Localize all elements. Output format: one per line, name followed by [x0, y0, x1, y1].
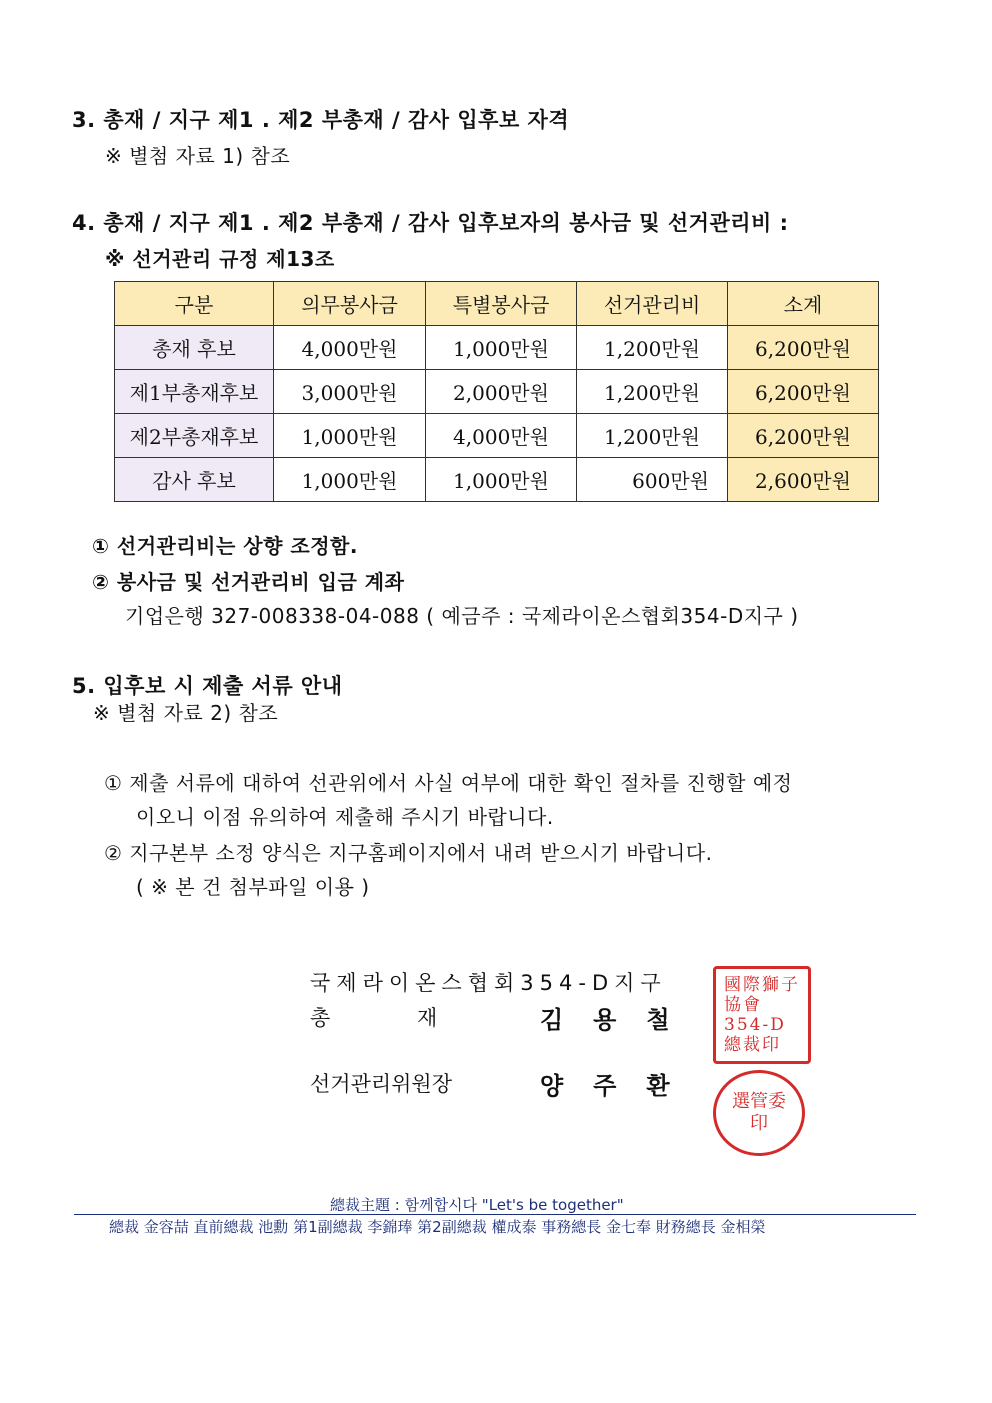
table-header: 특별봉사금	[426, 282, 577, 326]
section4-item2: ② 봉사금 및 선거관리비 입금 계좌	[92, 570, 405, 594]
table-header-row	[115, 282, 879, 326]
table-cell: 1,000만원	[274, 458, 426, 502]
section5-item1-line1: ① 제출 서류에 대하여 선관위에서 사실 여부에 대한 확인 절차를 진행할 예정	[104, 771, 793, 795]
subtotal-cell: 6,200만원	[728, 414, 879, 458]
section5-item2-line2: ( ※ 본 건 첨부파일 이용 )	[136, 875, 370, 899]
table-header: 의무봉사금	[274, 282, 426, 326]
table-header: 선거관리비	[577, 282, 728, 326]
section5-heading: 5. 입후보 시 제출 서류 안내	[72, 674, 343, 698]
signature-name2: 양주환	[540, 1072, 700, 1100]
table-cell: 1,000만원	[426, 326, 577, 370]
signature-name1: 김용철	[540, 1006, 700, 1034]
table-cell: 2,000만원	[426, 370, 577, 414]
bank-account: 기업은행 327-008338-04-088 ( 예금주 : 국제라이온스협회354-D지구 )	[125, 604, 799, 628]
signature-title2: 선거관리위원장	[310, 1072, 453, 1096]
section5-item2-line1: ② 지구본부 소정 양식은 지구홈페이지에서 내려 받으시기 바랍니다.	[104, 841, 713, 865]
table-cell: 1,000만원	[426, 458, 577, 502]
table-cell: 1,200만원	[577, 370, 728, 414]
section4-heading: 4. 총재 / 지구 제1 . 제2 부총재 / 감사 입후보자의 봉사금 및 선거관리비 :	[72, 211, 789, 235]
row-label: 총재 후보	[115, 326, 274, 370]
table-cell: 4,000만원	[426, 414, 577, 458]
fee-table	[114, 281, 879, 502]
table-cell: 1,200만원	[577, 414, 728, 458]
subtotal-cell: 6,200만원	[728, 326, 879, 370]
table-cell: 1,200만원	[577, 326, 728, 370]
table-row	[115, 370, 879, 414]
footer-motto: 總裁主題 : 함께합시다 "Let's be together"	[330, 1196, 624, 1214]
table-cell: 4,000만원	[274, 326, 426, 370]
table-row	[115, 414, 879, 458]
table-cell: 1,000만원	[274, 414, 426, 458]
section3-heading: 3. 총재 / 지구 제1 . 제2 부총재 / 감사 입후보 자격	[72, 108, 570, 132]
footer-officers: 總裁 金容喆 直前總裁 池勳 第1副總裁 李錦琫 第2副總裁 權成泰 事務總長 金七奉 財務總長 金相榮	[109, 1218, 766, 1236]
row-label: 제2부총재후보	[115, 414, 274, 458]
signature-title1: 총 재	[310, 1006, 438, 1030]
subtotal-cell: 6,200만원	[728, 370, 879, 414]
table-row	[115, 458, 879, 502]
section5-item1-line2: 이오니 이점 유의하여 제출해 주시기 바랍니다.	[136, 805, 554, 829]
signature-org: 국제라이온스협회354-D지구	[310, 971, 667, 995]
section5-note: ※ 별첨 자료 2) 참조	[93, 701, 279, 725]
table-cell: 600만원	[577, 458, 728, 502]
section4-note: ※ 선거관리 규정 제13조	[105, 247, 335, 271]
table-header: 구분	[115, 282, 274, 326]
section3-note: ※ 별첨 자료 1) 참조	[105, 144, 291, 168]
footer-divider	[74, 1214, 916, 1215]
row-label: 제1부총재후보	[115, 370, 274, 414]
row-label: 감사 후보	[115, 458, 274, 502]
subtotal-cell: 2,600만원	[728, 458, 879, 502]
table-header: 소계	[728, 282, 879, 326]
section4-item1: ① 선거관리비는 상향 조정함.	[92, 534, 358, 558]
official-seal-round: 選管委印	[713, 1070, 805, 1156]
table-row	[115, 326, 879, 370]
official-seal-square: 國際獅子協會354-D總裁印	[713, 966, 811, 1064]
table-cell: 3,000만원	[274, 370, 426, 414]
